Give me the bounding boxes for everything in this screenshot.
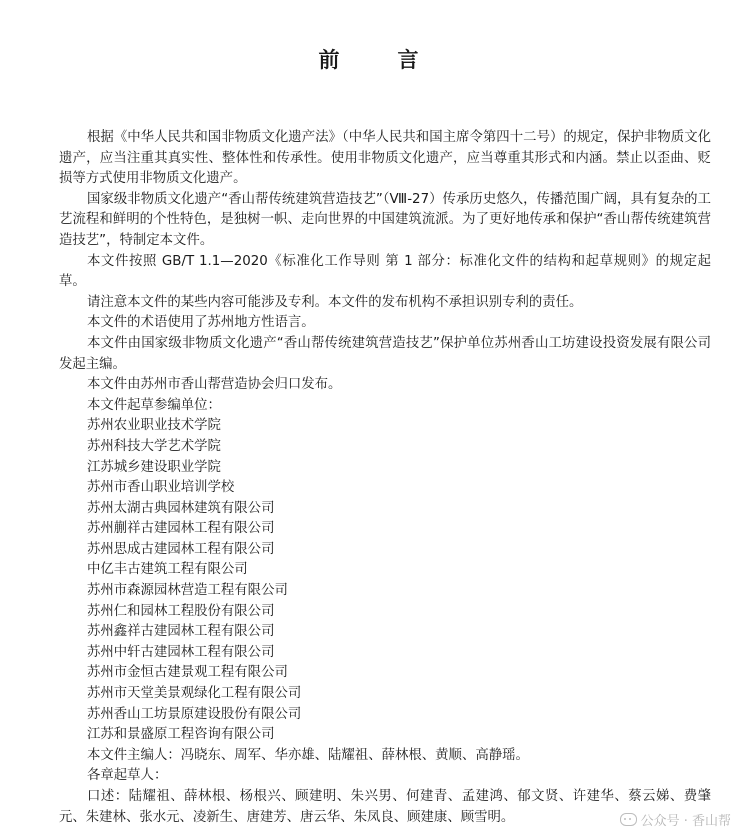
list-item: 苏州农业职业技术学院 bbox=[87, 418, 221, 434]
paragraph-initiator: 本文件由国家级非物质文化遗产“香山帮传统建筑营造技艺”保护单位苏州香山工坊建设投资发展有限公司发起主编。 bbox=[59, 335, 711, 372]
title-char-1: 前 bbox=[318, 47, 342, 72]
paragraph-units-heading: 本文件起草参编单位： bbox=[87, 397, 221, 413]
paragraph-patent-notice: 请注意本文件的某些内容可能涉及专利。本文件的发布机构不承担识别专利的责任。 bbox=[87, 294, 583, 310]
list-item: 江苏城乡建设职业学院 bbox=[87, 459, 221, 475]
drafting-units-list bbox=[59, 416, 711, 746]
list-item: 苏州中轩古建园林工程有限公司 bbox=[87, 644, 275, 660]
paragraph-terminology: 本文件的术语使用了苏州地方性语言。 bbox=[87, 315, 315, 331]
list-item: 苏州太湖古典园林建筑有限公司 bbox=[87, 500, 275, 516]
list-item: 苏州香山工坊景原建设股份有限公司 bbox=[87, 706, 302, 722]
list-item: 江苏和景盛原工程咨询有限公司 bbox=[87, 727, 275, 743]
chapter-drafters-heading: 各章起草人： bbox=[87, 768, 168, 784]
list-item: 苏州市香山职业培训学校 bbox=[87, 480, 235, 496]
page-title bbox=[0, 44, 739, 74]
paragraph-oral-contributors: 口述：陆耀祖、薛林根、杨根兴、顾建明、朱兴男、何建青、孟建鸿、郁文贤、许建华、蔡云娣、费肇元、朱建林、张水元、凌新生、唐建芳、唐云华、朱凤良、顾建康、顾雪明。 bbox=[59, 789, 711, 825]
list-item: 中亿丰古建筑工程有限公司 bbox=[87, 562, 248, 578]
list-item: 苏州科技大学艺术学院 bbox=[87, 438, 221, 454]
paragraph-heritage-intro: 国家级非物质文化遗产“香山帮传统建筑营造技艺”（Ⅷ-27）传承历史悠久，传播范围广阔，具有复杂的工艺流程和鲜明的个性特色，是独树一帜、走向世界的中国建筑流派。为了更好地传承和保护“香山帮传统建筑营造技艺”，特制定本文件。 bbox=[59, 191, 711, 248]
watermark-text: 公众号 · 香山帮 bbox=[640, 814, 731, 829]
paragraph-law-basis: 根据《中华人民共和国非物质文化遗产法》（中华人民共和国主席令第四十二号）的规定，保护非物质文化遗产，应当注重其真实性、整体性和传承性。使用非物质文化遗产，应当尊重其形式和内涵。禁止以歪曲、贬损等方式使用非物质文化遗产。 bbox=[59, 130, 711, 187]
list-item: 苏州市森源园林营造工程有限公司 bbox=[87, 583, 288, 599]
paragraph-editors: 本文件主编人：冯晓东、周军、华亦雄、陆耀祖、薛林根、黄顺、高静瑶。 bbox=[87, 747, 529, 763]
paragraph-drafting-rules: 本文件按照 GB/T 1.1—2020《标准化工作导则 第 1 部分：标准化文件的结构和起草规则》的规定起草。 bbox=[59, 253, 711, 290]
title-char-2: 言 bbox=[397, 47, 421, 72]
list-item: 苏州市天堂美景观绿化工程有限公司 bbox=[87, 686, 302, 702]
list-item: 苏州思成古建园林工程有限公司 bbox=[87, 541, 275, 557]
wechat-icon bbox=[620, 813, 637, 826]
document-body bbox=[59, 128, 711, 828]
list-item: 苏州市金恒古建景观工程有限公司 bbox=[87, 665, 288, 681]
list-item: 苏州鑫祥古建园林工程有限公司 bbox=[87, 624, 275, 640]
paragraph-publisher: 本文件由苏州市香山帮营造协会归口发布。 bbox=[87, 377, 342, 393]
list-item: 苏州蒯祥古建园林工程有限公司 bbox=[87, 521, 275, 537]
list-item: 苏州仁和园林工程股份有限公司 bbox=[87, 603, 275, 619]
watermark bbox=[620, 810, 731, 829]
